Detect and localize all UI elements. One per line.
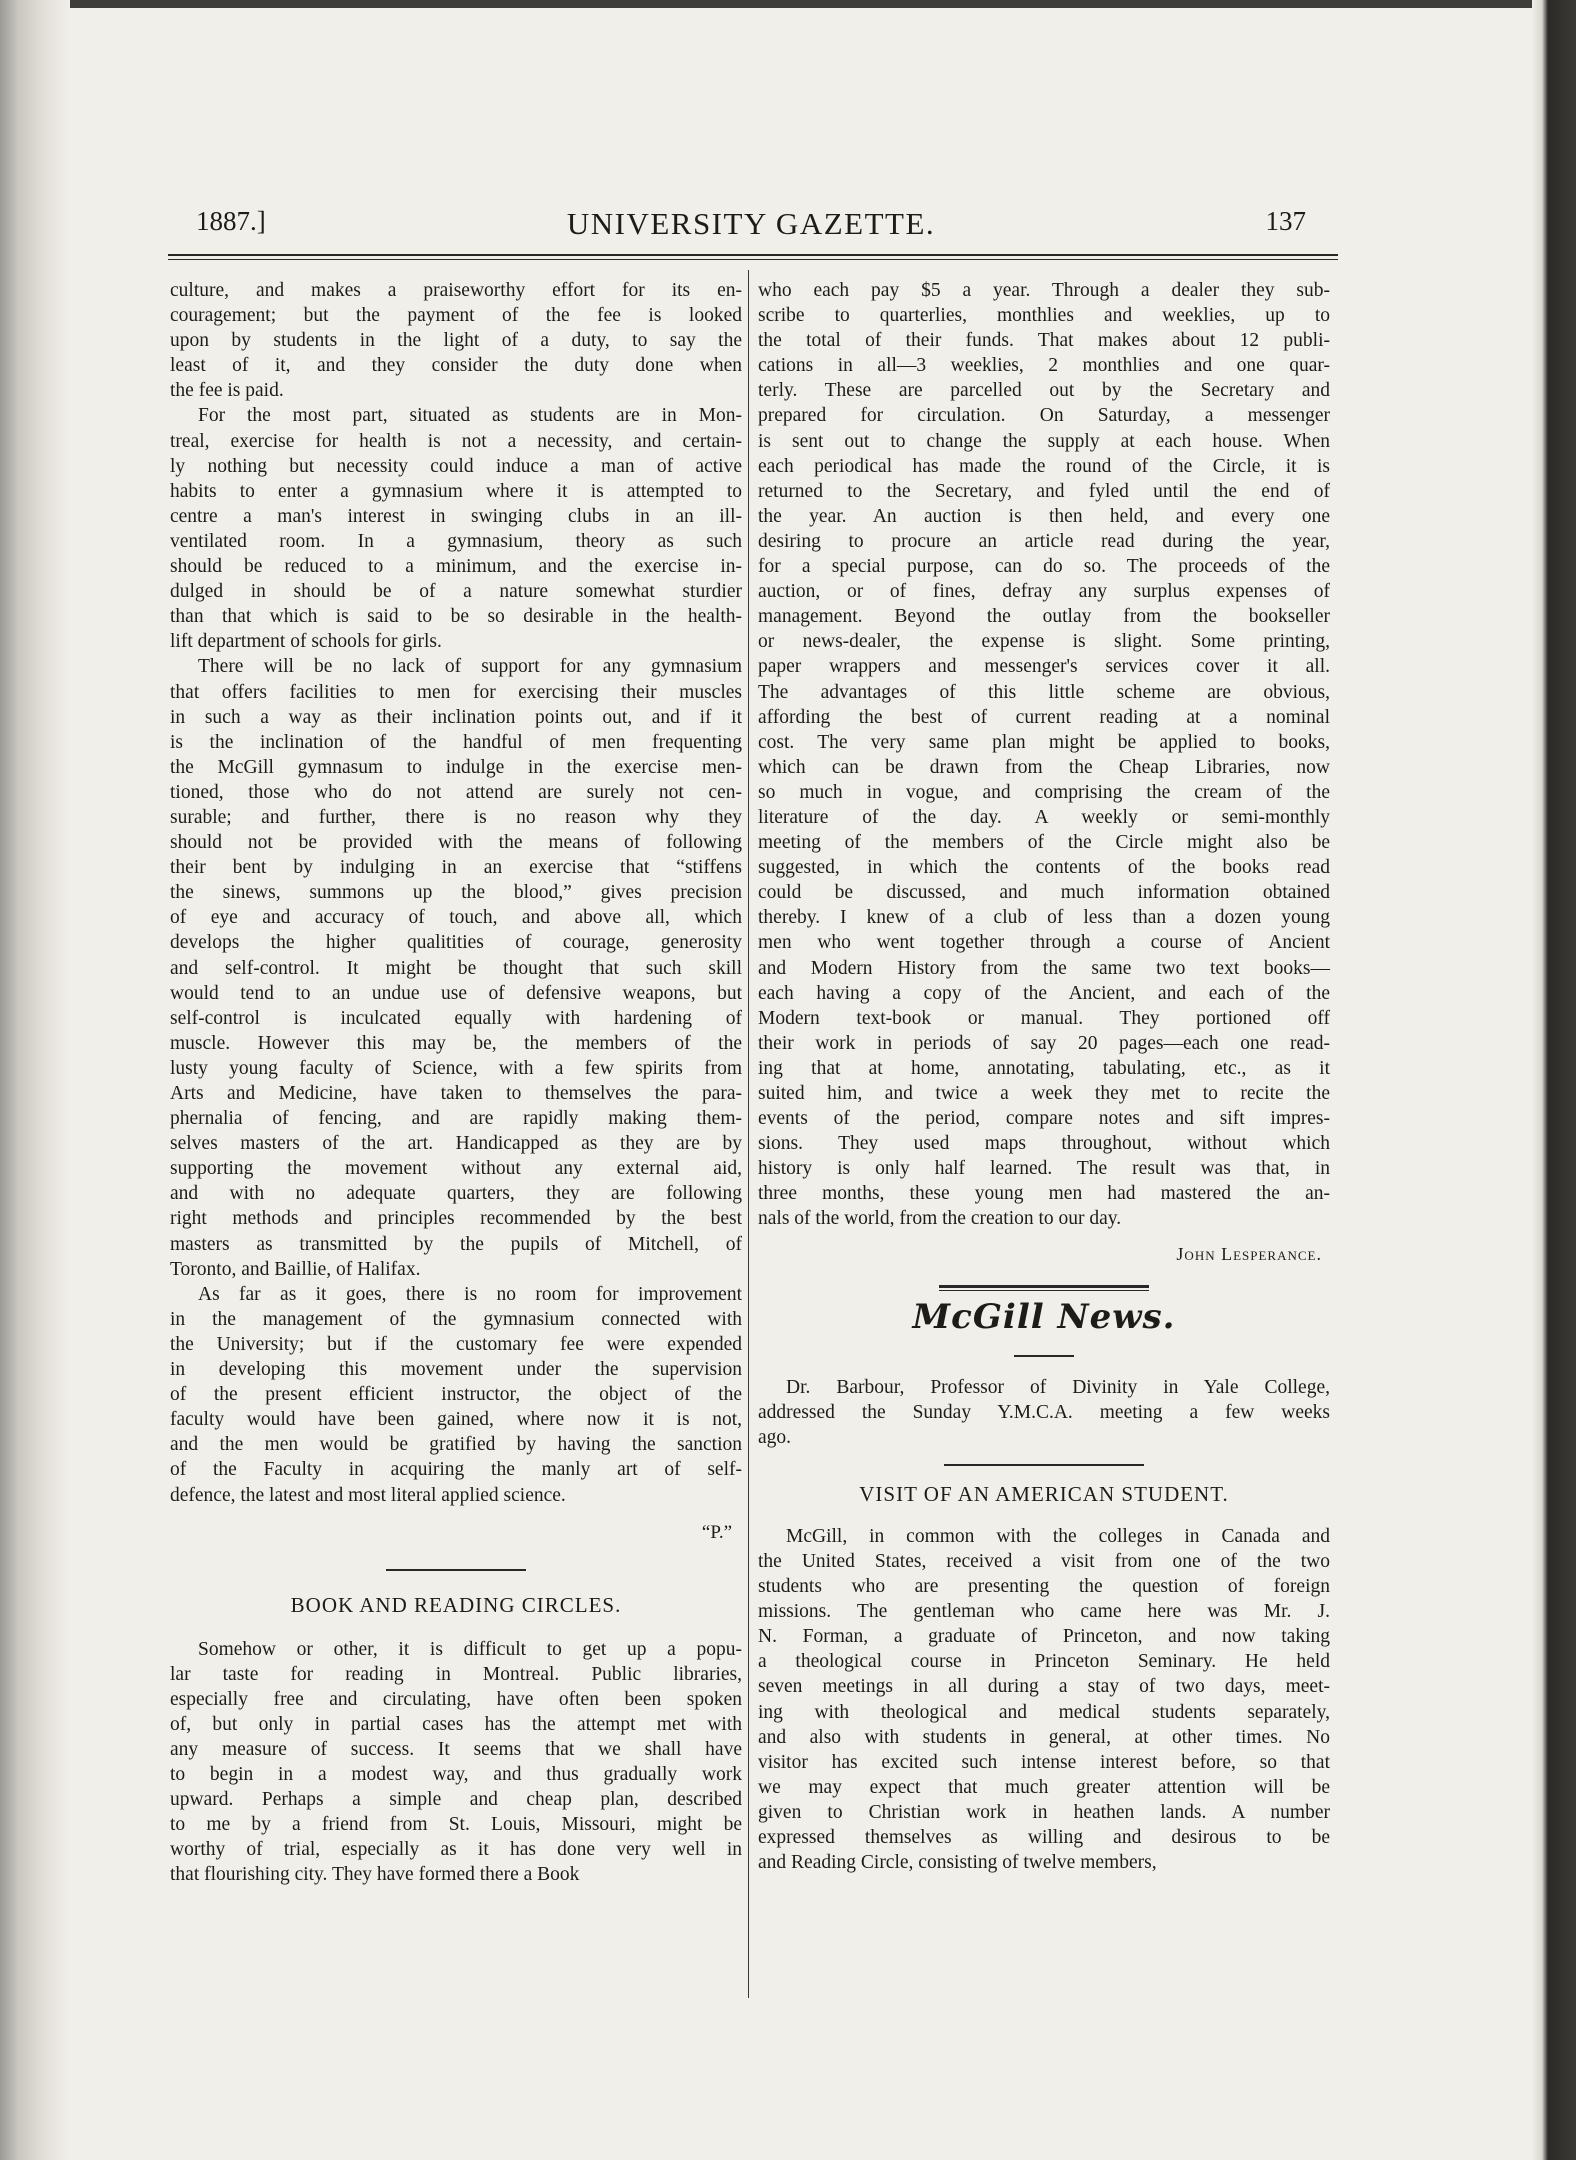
text-line: literature of the day. A weekly or semi-monthly (758, 806, 1330, 828)
text-line: faculty would have been gained, where now it is not, (170, 1409, 742, 1431)
text-line: the McGill gymnasum to indulge in the exercise men- (170, 756, 742, 778)
text-line: seven meetings in all during a stay of two days, meet- (758, 1676, 1330, 1698)
signature-p: “P.” (701, 1521, 732, 1543)
text-line: Toronto, and Baillie, of Halifax. (170, 1258, 421, 1280)
text-line: especially free and circulating, have often been spoken (170, 1688, 742, 1710)
text-line: is sent out to change the supply at each house. When (758, 430, 1330, 452)
scan-right-edge (1532, 0, 1576, 2160)
text-line: we may expect that much greater attention will be (758, 1776, 1330, 1798)
text-line: affording the best of current reading at a nominal (758, 706, 1330, 728)
paragraph (170, 654, 742, 1281)
text-line: so much in vogue, and comprising the cream of the (758, 781, 1330, 803)
text-line: ventilated room. In a gymnasium, theory as such (170, 530, 742, 552)
text-line: to begin in a modest way, and thus gradually work (170, 1764, 742, 1786)
text-line: N. Forman, a graduate of Princeton, and now taking (758, 1626, 1330, 1648)
text-line: should be reduced to a minimum, and the exercise in- (170, 556, 742, 578)
section-heading-mcgill-news: McGill News. (912, 1296, 1176, 1337)
text-line: the University; but if the customary fee were expended (170, 1333, 742, 1355)
text-line: Arts and Medicine, have taken to themselves the para- (170, 1083, 742, 1104)
binding-shadow (0, 0, 70, 2160)
text-line: ing with theological and medical students separately, (758, 1701, 1330, 1723)
text-line: of the present efficient instructor, the object of the (170, 1384, 742, 1406)
text-line: The advantages of this little scheme are obvious, (758, 681, 1330, 703)
paragraph (758, 278, 1330, 1232)
text-line: than that which is said to be so desirable in the health- (170, 606, 742, 628)
text-line: and also with students in general, at other times. No (758, 1726, 1330, 1748)
scan-top-edge (0, 0, 1576, 8)
text-line: right methods and principles recommended by the best (170, 1208, 742, 1230)
text-line: given to Christian work in heathen lands. A number (758, 1801, 1330, 1823)
text-line: the United States, received a visit from one of the two (758, 1550, 1330, 1572)
text-line: surable; and further, there is no reason why they (170, 806, 742, 828)
text-line: scribe to quarterlies, monthlies and weeklies, up to (758, 305, 1330, 327)
text-line: cost. The very same plan might be applied to books, (758, 731, 1330, 753)
paragraph (758, 1524, 1330, 1875)
text-line: develops the higher qualitities of courage, generosity (170, 932, 742, 954)
text-line: terly. These are parcelled out by the Secretary and (758, 380, 1330, 402)
text-line: worthy of trial, especially as it has done very well in (170, 1839, 742, 1861)
text-line: As far as it goes, there is no room for improvement (198, 1283, 742, 1305)
text-line: cations in all—3 weeklies, 2 monthlies and one quar- (758, 355, 1330, 377)
column-separator (748, 270, 749, 1998)
text-line: of, but only in partial cases has the attempt met with (170, 1713, 742, 1735)
section-heading-book-circles: BOOK AND READING CIRCLES. (290, 1592, 622, 1617)
text-line: visitor has excited such intense interest before, so that (758, 1751, 1330, 1773)
spacer (758, 1466, 1330, 1482)
text-line: and with no adequate quarters, they are following (170, 1183, 742, 1205)
text-line: the year. An auction is then held, and every one (758, 505, 1330, 527)
paragraph (170, 1637, 742, 1888)
text-line: least of it, and they consider the duty done when (170, 355, 742, 377)
text-line: meeting of the members of the Circle might also be (758, 832, 1330, 854)
text-line: treal, exercise for health is not a necessity, and certain- (170, 430, 742, 452)
text-line: ing that at home, annotating, tabulating, etc., as it (758, 1057, 1330, 1079)
text-line: their work in periods of say 20 pages—each one read- (758, 1032, 1330, 1054)
text-line: Somehow or other, it is difficult to get up a popu- (198, 1638, 742, 1660)
text-line: McGill, in common with the colleges in Canada and (786, 1525, 1330, 1547)
text-line: in developing this movement under the supervision (170, 1359, 742, 1381)
spacer (758, 1450, 1330, 1464)
text-line: addressed the Sunday Y.M.C.A. meeting a few weeks (758, 1401, 1330, 1423)
text-line: tioned, those who do not attend are surely not cen- (170, 781, 742, 803)
text-line: history is only half learned. The result was that, in (758, 1158, 1330, 1180)
text-line: returned to the Secretary, and fyled until the end of (758, 480, 1330, 502)
text-line: self-control is inculcated equally with hardening of (170, 1007, 742, 1029)
text-line: suited him, and twice a week they met to recite the (758, 1083, 1330, 1104)
text-line: expressed themselves as willing and desirous to be (758, 1826, 1330, 1848)
text-line: the sinews, summons up the blood,” gives precision (170, 882, 742, 904)
text-line: of the Faculty in acquiring the manly art of self- (170, 1459, 742, 1481)
text-line: the fee is paid. (170, 380, 284, 402)
text-line: lusty young faculty of Science, with a few spirits from (170, 1057, 742, 1079)
text-line: suggested, in which the contents of the books read (758, 857, 1330, 879)
spacer (758, 1510, 1330, 1524)
text-line: and self-control. It might be thought that such skill (170, 957, 742, 979)
text-line: any measure of success. It seems that we shall have (170, 1738, 742, 1760)
text-line: that offers facilities to men for exercising their muscles (170, 681, 742, 703)
text-line: a theological course in Princeton Seminary. He held (758, 1651, 1330, 1673)
text-line: masters as transmitted by the pupils of Mitchell, of (170, 1233, 742, 1255)
paragraph (170, 403, 742, 654)
text-line: would tend to an undue use of defensive weapons, but (170, 982, 742, 1004)
text-line: Dr. Barbour, Professor of Divinity in Yale College, (786, 1376, 1330, 1398)
text-line: prepared for circulation. On Saturday, a messenger (758, 405, 1330, 427)
text-line: three months, these young men had mastered the an- (758, 1183, 1330, 1205)
text-line: men who went together through a course of Ancient (758, 932, 1330, 954)
text-line: who each pay $5 a year. Through a dealer they sub- (758, 280, 1330, 301)
text-line: could be discussed, and much information obtained (758, 882, 1330, 904)
page-number: 137 (1265, 206, 1306, 236)
text-line: missions. The gentleman who came here was Mr. J. (758, 1601, 1330, 1623)
paragraph (758, 1375, 1330, 1450)
spacer (758, 1267, 1330, 1285)
text-line: to me by a friend from St. Louis, Missouri, might be (170, 1814, 742, 1836)
text-line: of eye and accuracy of touch, and above all, which (170, 907, 742, 929)
text-line: There will be no lack of support for any gymnasium (198, 656, 742, 678)
header-title: UNIVERSITY GAZETTE. (566, 206, 936, 241)
text-line: or news-dealer, the expense is slight. Some printing, (758, 631, 1330, 653)
spacer (170, 1621, 742, 1637)
text-line: management. Beyond the outlay from the bookseller (758, 606, 1330, 628)
text-line: is the inclination of the handful of men frequenting (170, 731, 742, 753)
spacer (170, 1545, 742, 1569)
text-line: lar taste for reading in Montreal. Public libraries, (170, 1663, 742, 1685)
text-line: and the men would be gratified by having the sanction (170, 1434, 742, 1456)
paragraph (170, 278, 742, 403)
text-line: and Reading Circle, consisting of twelve members, (758, 1852, 1157, 1874)
left-column (170, 278, 742, 1888)
text-line: upward. Perhaps a simple and cheap plan, described (170, 1789, 742, 1811)
text-line: For the most part, situated as students are in Mon- (198, 405, 742, 427)
text-line: defence, the latest and most literal applied science. (170, 1484, 566, 1506)
text-line: culture, and makes a praiseworthy effort for its en- (170, 280, 742, 301)
text-line: that flourishing city. They have formed there a Book (170, 1864, 580, 1886)
running-header (196, 206, 1306, 254)
text-line: centre a man's interest in swinging clubs in an ill- (170, 505, 742, 527)
text-line: their bent by indulging in an exercise that “stiffens (170, 857, 742, 879)
text-line: Modern text-book or manual. They portioned off (758, 1007, 1330, 1029)
paragraph (170, 1282, 742, 1508)
text-line: habits to enter a gymnasium where it is attempted to (170, 480, 742, 502)
spacer (758, 1357, 1330, 1375)
text-line: for a special purpose, can do so. The proceeds of the (758, 556, 1330, 578)
header-rule (168, 254, 1338, 260)
text-line: desiring to procure an article read during the year, (758, 530, 1330, 552)
text-line: supporting the movement without any external aid, (170, 1158, 742, 1180)
spacer (170, 1508, 742, 1520)
text-line: ly nothing but necessity could induce a man of active (170, 455, 742, 477)
text-line: nals of the world, from the creation to our day. (758, 1208, 1122, 1230)
text-line: in such a way as their inclination points out, and if it (170, 706, 742, 728)
text-line: auction, or of fines, defray any surplus expenses of (758, 581, 1330, 603)
text-line: thereby. I knew of a club of less than a dozen young (758, 907, 1330, 929)
text-line: couragement; but the payment of the fee is looked (170, 305, 742, 327)
text-line: dulged in should be of a nature somewhat sturdier (170, 581, 742, 603)
spacer (758, 1232, 1330, 1242)
text-line: the total of their funds. That makes about 12 publi- (758, 330, 1330, 352)
section-heading-visit: VISIT OF AN AMERICAN STUDENT. (859, 1481, 1229, 1506)
text-line: each having a copy of the Ancient, and each of the (758, 982, 1330, 1004)
spacer (170, 1571, 742, 1593)
text-line: selves masters of the art. Handicapped as they are by (170, 1133, 742, 1155)
signature-john-lesperance: John Lesperance. (1176, 1243, 1322, 1264)
text-line: ago. (758, 1426, 792, 1448)
text-line: each periodical has made the round of the Circle, it is (758, 455, 1330, 477)
text-line: in the management of the gymnasium connected with (170, 1308, 742, 1330)
text-line: which can be drawn from the Cheap Libraries, now (758, 756, 1330, 778)
text-line: muscle. However this may be, the members of the (170, 1032, 742, 1054)
text-line: and Modern History from the same two text books— (758, 957, 1330, 979)
text-line: sions. They used maps throughout, without which (758, 1133, 1330, 1155)
text-line: phernalia of fencing, and are rapidly making them- (170, 1108, 742, 1130)
right-column (758, 278, 1330, 1875)
header-date: 1887.] (196, 206, 266, 236)
text-line: events of the period, compare notes and sift impres- (758, 1108, 1330, 1130)
text-line: paper wrappers and messenger's services cover it all. (758, 656, 1330, 678)
text-line: lift department of schools for girls. (170, 631, 442, 653)
text-line: students who are presenting the question of foreign (758, 1576, 1330, 1598)
text-line: should not be provided with the means of following (170, 832, 742, 854)
text-line: upon by students in the light of a duty, to say the (170, 330, 742, 352)
